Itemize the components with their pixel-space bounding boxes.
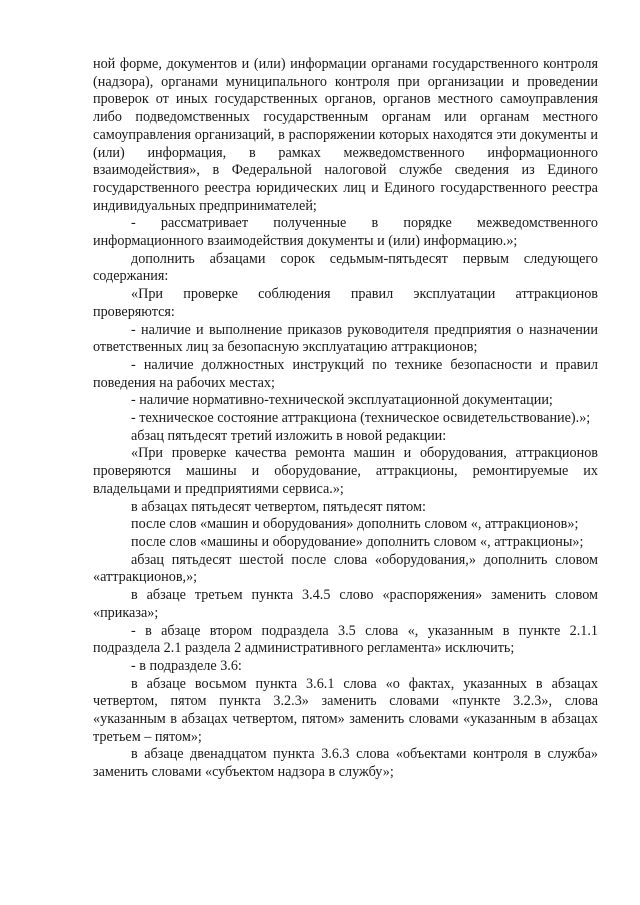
paragraph: после слов «машин и оборудования» дополнить словом «, аттракционов»; xyxy=(131,516,579,533)
paragraph: в абзацах пятьдесят четвертом, пятьдесят пятом: xyxy=(131,498,426,515)
paragraph: в абзаце двенадцатом пункта 3.6.3 слова «объектами контроля в служба» заменить словами «субъектом надзора в службу»; xyxy=(93,746,598,781)
paragraph: - в подразделе 3.6: xyxy=(131,657,242,674)
paragraph-continuation: ной форме, документов и (или) информации органами государственного контроля (надзора), органами муниципального контроля при организации и проведении проверок от иных государственных органов, органов местного самоуправления либо подведомственных государственным органам или органам местного самоуправления организаций, в распоряжении которых находятся эти документы и (или) информация, в рамках межведомственного информационного взаимодействия», в Федеральной налоговой службе сведения из Единого государственного реестра юридических лиц и Единого государственного реестра индивидуальных предпринимателей; xyxy=(93,56,598,214)
paragraph: после слов «машины и оборудование» дополнить словом «, аттракционы»; xyxy=(131,533,584,550)
paragraph: - наличие нормативно-технической эксплуатационной документации; xyxy=(131,392,553,409)
paragraph: дополнить абзацами сорок седьмым-пятьдесят первым следующего содержания: xyxy=(93,250,598,285)
paragraph: - техническое состояние аттракциона (техническое освидетельствование).»; xyxy=(131,410,591,427)
paragraph: - рассматривает полученные в порядке межведомственного информационного взаимодействия документы и (или) информацию.»; xyxy=(93,215,598,250)
paragraph: - наличие и выполнение приказов руководителя предприятия о назначении ответственных лиц за безопасную эксплуатацию аттракционов; xyxy=(93,321,598,356)
paragraph: «При проверке качества ремонта машин и оборудования, аттракционов проверяются машины и оборудование, аттракционы, ремонтируемые их владельцами и предприятиями сервиса.»; xyxy=(93,445,598,497)
document-page xyxy=(93,56,598,782)
paragraph: «При проверке соблюдения правил эксплуатации аттракционов проверяются: xyxy=(93,286,598,320)
paragraph: в абзаце восьмом пункта 3.6.1 слова «о фактах, указанных в абзацах четвертом, пятом пункта 3.2.3» заменить словами «пункте 3.2.3», слова «указанным в абзацах четвертом, пятом» заменить словами «указанным в абзацах третьем – пятом»; xyxy=(93,675,598,745)
paragraph: - наличие должностных инструкций по технике безопасности и правил поведения на рабочих местах; xyxy=(93,356,598,391)
paragraph: абзац пятьдесят третий изложить в новой редакции: xyxy=(131,427,447,444)
paragraph: в абзаце третьем пункта 3.4.5 слово «распоряжения» заменить словом «приказа»; xyxy=(93,587,598,621)
paragraph: - в абзаце втором подраздела 3.5 слова «, указанным в пункте 2.1.1 подраздела 2.1 раздела 2 административного регламента» исключить; xyxy=(93,622,598,657)
paragraph: абзац пятьдесят шестой после слова «оборудования,» дополнить словом «аттракционов,»; xyxy=(93,551,598,586)
